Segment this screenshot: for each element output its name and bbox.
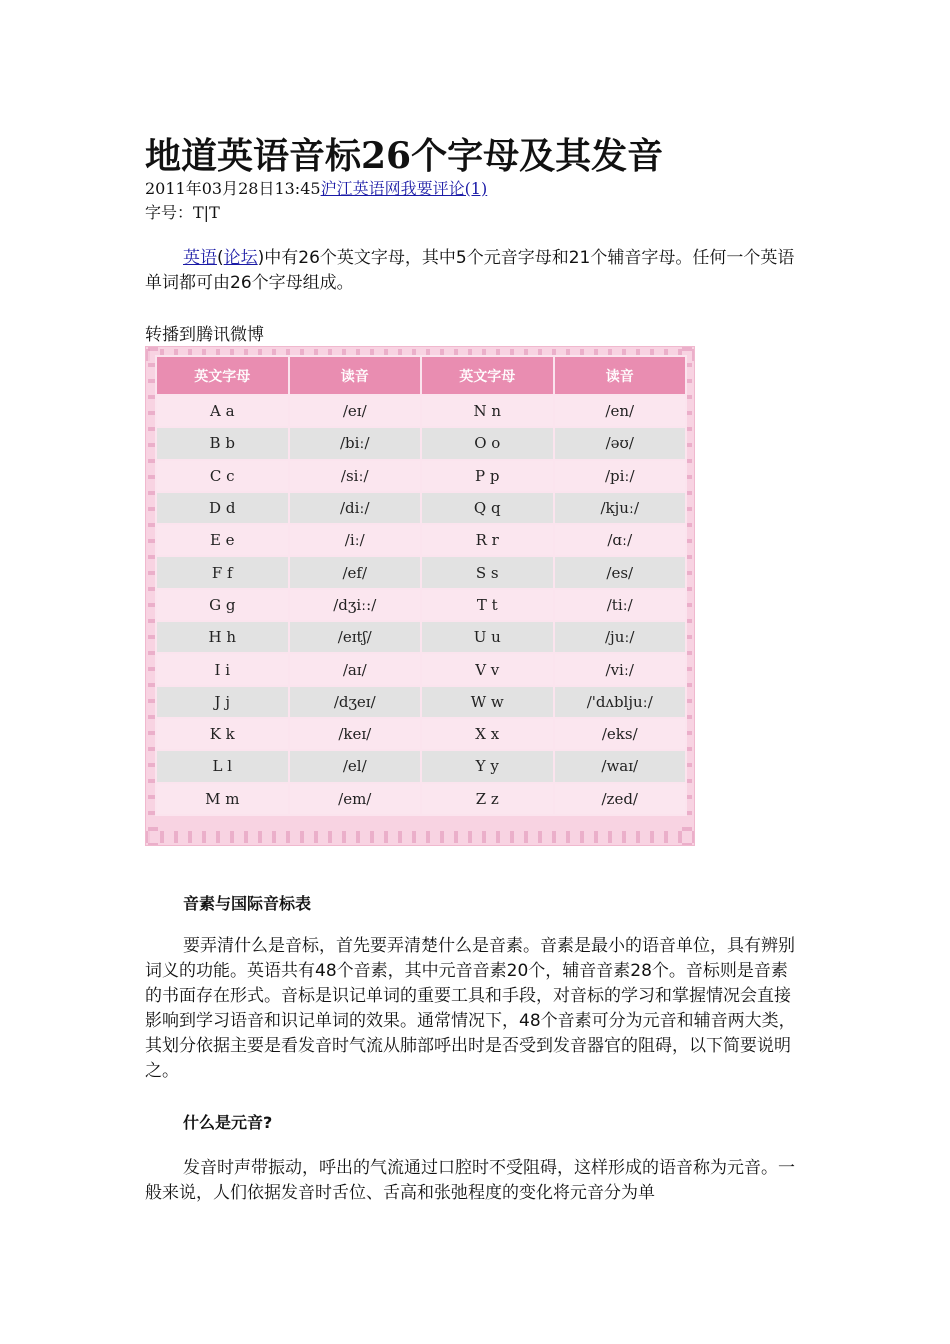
header-pronunciation: 读音 [289, 356, 422, 395]
table-row [156, 783, 686, 815]
table-header-row [156, 356, 686, 395]
section-heading-phonemes: 音素与国际音标表 [183, 894, 312, 913]
table-row [156, 427, 686, 459]
phonemes-paragraph: 要弄清什么是音标，首先要弄清楚什么是音素。音素是最小的语音单位，具有辨别词义的功能。英语共有48个音素，其中元音音素20个，辅音音素28个。音标则是音素的书面存在形式。音标是识记单词的重要工具和手段，对音标的学习和掌握情况会直接影响到学习语音和识记单词的效果。通常情况下，48个音素可分为元音和辅音两大类，其划分依据主要是看发音时气流从肺部呼出时是否受到发音器官的阻碍，以下简要说明之。 [145, 936, 796, 1081]
vowels-paragraph: 发音时声带振动，呼出的气流通过口腔时不受阻碍，这样形成的语音称为元音。一般来说，人们依据发音时舌位、舌高和张弛程度的变化将元音分为单 [145, 1158, 795, 1203]
table-row [156, 653, 686, 685]
pronunciation-cell: /eɪtʃ/ [289, 621, 422, 653]
table-row [156, 686, 686, 718]
pronunciation-cell: /waɪ/ [554, 750, 687, 782]
decorative-vine-border [146, 831, 694, 843]
letter-cell: T t [421, 589, 554, 621]
pronunciation-cell: /tiː/ [554, 589, 687, 621]
letter-cell: F f [156, 556, 289, 588]
pronunciation-cell: /biː/ [289, 427, 422, 459]
table-row [156, 460, 686, 492]
pronunciation-cell: /siː/ [289, 460, 422, 492]
letter-cell: M m [156, 783, 289, 815]
letter-cell: Y y [421, 750, 554, 782]
publish-date: 2011年03月28日13:45 [145, 179, 321, 198]
letter-cell: N n [421, 395, 554, 427]
alphabet-table-image [145, 346, 695, 846]
letter-cell: L l [156, 750, 289, 782]
pronunciation-cell: /ef/ [289, 556, 422, 588]
letter-cell: I i [156, 653, 289, 685]
table-row [156, 524, 686, 556]
letter-cell: U u [421, 621, 554, 653]
table-row [156, 718, 686, 750]
letter-cell: O o [421, 427, 554, 459]
article-meta [145, 176, 487, 199]
letter-cell: C c [156, 460, 289, 492]
section-heading-vowels: 什么是元音? [183, 1113, 273, 1132]
letter-cell: W w [421, 686, 554, 718]
table-row [156, 750, 686, 782]
pronunciation-cell: /kjuː/ [554, 492, 687, 524]
pronunciation-cell: /aɪ/ [289, 653, 422, 685]
pronunciation-cell: /em/ [289, 783, 422, 815]
pronunciation-cell: /keɪ/ [289, 718, 422, 750]
pronunciation-cell: /eks/ [554, 718, 687, 750]
letter-cell: A a [156, 395, 289, 427]
pronunciation-cell: /'dʌbljuː/ [554, 686, 687, 718]
letter-cell: H h [156, 621, 289, 653]
pronunciation-cell: /juː/ [554, 621, 687, 653]
pronunciation-cell: /viː/ [554, 653, 687, 685]
letter-cell: Q q [421, 492, 554, 524]
letter-cell: K k [156, 718, 289, 750]
letter-cell: S s [421, 556, 554, 588]
pronunciation-cell: /zed/ [554, 783, 687, 815]
pronunciation-cell: /eɪ/ [289, 395, 422, 427]
pronunciation-cell: /en/ [554, 395, 687, 427]
letter-cell: X x [421, 718, 554, 750]
header-letter: 英文字母 [156, 356, 289, 395]
alphabet-table [155, 355, 687, 816]
pronunciation-cell: /dʒeɪ/ [289, 686, 422, 718]
pronunciation-cell: /əʊ/ [554, 427, 687, 459]
header-pronunciation: 读音 [554, 356, 687, 395]
font-size-control[interactable]: 字号：T|T [145, 203, 220, 222]
pronunciation-cell: /es/ [554, 556, 687, 588]
table-row [156, 492, 686, 524]
letter-cell: B b [156, 427, 289, 459]
letter-cell: V v [421, 653, 554, 685]
table-row [156, 621, 686, 653]
pronunciation-cell: /iː/ [289, 524, 422, 556]
paren: ( [217, 248, 224, 268]
pronunciation-cell: /diː/ [289, 492, 422, 524]
letter-cell: E e [156, 524, 289, 556]
letter-cell: D d [156, 492, 289, 524]
forum-link[interactable]: 论坛 [223, 248, 258, 268]
header-letter: 英文字母 [421, 356, 554, 395]
pronunciation-cell: /dʒiː:/ [289, 589, 422, 621]
letter-cell: R r [421, 524, 554, 556]
intro-paragraph [145, 246, 800, 296]
pronunciation-cell: /ɑː/ [554, 524, 687, 556]
english-link[interactable]: 英语 [183, 248, 217, 268]
letter-cell: Z z [421, 783, 554, 815]
article-title: 地道英语音标26个字母及其发音 [145, 135, 664, 177]
pronunciation-cell: /el/ [289, 750, 422, 782]
share-tencent-weibo[interactable]: 转播到腾讯微博 [145, 325, 264, 345]
table-row [156, 589, 686, 621]
letter-cell: J j [156, 686, 289, 718]
intro-text: )中有26个英文字母，其中5个元音字母和21个辅音字母。任何一个英语单词都可由26个字母组成。 [145, 248, 795, 293]
table-row [156, 556, 686, 588]
letter-cell: P p [421, 460, 554, 492]
letter-cell: G g [156, 589, 289, 621]
table-row [156, 395, 686, 427]
source-comment-link[interactable]: 沪江英语网我要评论(1) [320, 179, 488, 198]
pronunciation-cell: /piː/ [554, 460, 687, 492]
